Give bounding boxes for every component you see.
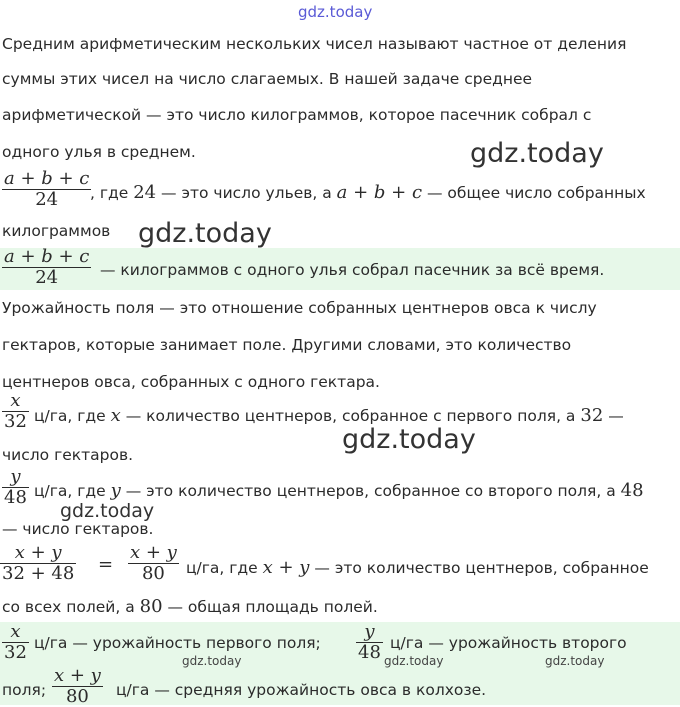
fraction-x-32-final (2, 622, 29, 663)
text-line-17a: ц/га — урожайность первого поля; (34, 634, 321, 652)
fraction-numerator: x (2, 391, 29, 412)
text-line-8: Урожайность поля — это отношение собранных центнеров овса к числу (2, 299, 597, 317)
math-y: y (110, 480, 121, 501)
text-segment: , где (90, 184, 129, 202)
text-line-5 (90, 182, 646, 203)
text-line-15 (186, 557, 649, 578)
fraction-denominator: 32 (4, 642, 27, 663)
text-line-3: арифметической — это число килограммов, которое пасечник собрал с (2, 106, 592, 124)
fraction-x-32 (2, 391, 29, 432)
text-segment: — это число ульев, а (161, 184, 332, 202)
fraction-numerator: x + y (130, 542, 177, 563)
text-line-10: центнеров овса, собранных с одного гектара. (2, 373, 380, 391)
math-xy: x + y (262, 557, 310, 578)
text-line-18a: поля; (2, 681, 47, 699)
text-line-17b: ц/га — урожайность второго (390, 634, 627, 652)
watermark-4: gdz.today (60, 500, 155, 522)
fraction-xy-32-48 (0, 543, 76, 584)
math-80: 80 (139, 596, 163, 617)
text-segment: ц/га, где (186, 559, 258, 577)
text-segment: со всех полей, а (2, 598, 135, 616)
text-line-13 (34, 480, 644, 501)
watermark-small-3: gdz.today (545, 654, 605, 668)
math-48: 48 (620, 480, 644, 501)
text-line-2: суммы этих чисел на число слагаемых. В нашей задаче среднее (2, 70, 533, 88)
fraction-y-48-final (356, 622, 383, 663)
fraction-denominator: 48 (358, 642, 381, 663)
watermark-2: gdz.today (138, 218, 272, 249)
text-segment: ц/га, где (34, 407, 106, 425)
watermark-small-1: gdz.today (182, 654, 242, 668)
fraction-numerator: y (356, 622, 383, 643)
text-line-11 (34, 405, 624, 426)
fraction-denominator: 24 (35, 189, 59, 210)
text-line-9: гектаров, которые занимает поле. Другими словами, это количество (2, 336, 572, 354)
text-line-1: Средним арифметическим нескольких чисел называют частное от деления (2, 35, 627, 53)
fraction-numerator: x + y (0, 543, 76, 564)
text-segment: — (608, 407, 624, 425)
text-line-18b: ц/га — средняя урожайность овса в колхозе. (116, 681, 487, 699)
text-segment: — это количество центнеров, собранное (314, 559, 649, 577)
fraction-numerator: a + b + c (4, 246, 90, 267)
watermark-1: gdz.today (470, 138, 604, 169)
fraction-xy-80 (128, 543, 179, 584)
text-line-7: — килограммов с одного улья собрал пасечник за всё время. (100, 261, 605, 279)
text-segment: — общая площадь полей. (167, 598, 378, 616)
fraction-numerator: a + b + c (4, 168, 90, 189)
text-segment: — общее число собранных (427, 184, 646, 202)
fraction-denominator: 48 (4, 487, 27, 508)
text-segment: — это количество центнеров, собранное со второго поля, а (125, 482, 616, 500)
watermark-top: gdz.today (298, 3, 373, 21)
equals-sign: = (98, 554, 114, 575)
text-line-4: одного улья в среднем. (2, 143, 196, 161)
math-x: x (110, 405, 121, 426)
fraction-denominator: 32 (4, 411, 27, 432)
math-abc: a + b + c (336, 182, 423, 203)
fraction-denominator: 32 + 48 (2, 563, 75, 584)
text-line-14: — число гектаров. (2, 520, 154, 538)
fraction-xy-80-final (52, 666, 103, 707)
watermark-3: gdz.today (342, 424, 476, 455)
text-line-12: число гектаров. (2, 446, 134, 464)
text-segment: — количество центнеров, собранное с первого поля, а (125, 407, 576, 425)
fraction-denominator: 24 (35, 267, 59, 288)
fraction-abc-24 (2, 169, 91, 210)
text-segment: ц/га, где (34, 482, 106, 500)
fraction-abc-24-result (2, 247, 91, 288)
fraction-numerator: y (2, 467, 29, 488)
math-24: 24 (133, 182, 157, 203)
text-line-6: килограммов (2, 222, 111, 240)
fraction-numerator: x + y (54, 665, 101, 686)
fraction-denominator: 80 (141, 563, 165, 584)
math-32: 32 (580, 405, 604, 426)
text-line-16 (2, 596, 378, 618)
fraction-y-48 (2, 467, 29, 508)
fraction-numerator: x (2, 622, 29, 643)
watermark-small-2: gdz.today (384, 654, 444, 668)
fraction-denominator: 80 (65, 686, 89, 707)
